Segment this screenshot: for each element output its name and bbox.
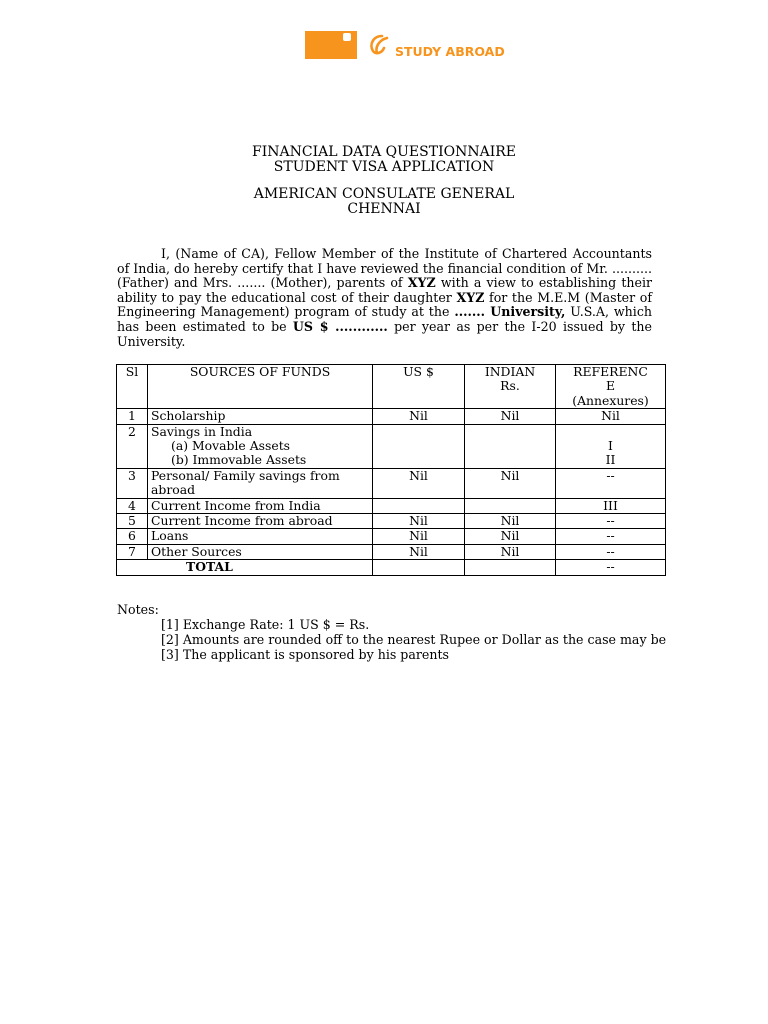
total-reference: -- bbox=[556, 560, 666, 575]
certification-paragraph: I, (Name of CA), Fellow Member of the Institute of Chartered Accountants of India, do hereby certify that I have reviewed the financial condition of Mr. .......... (Father) and Mrs. ....... (Mother), parents of XYZ with a view to establishing their ability to pay the educational cost of their daughter XYZ for the M.E.M (Master of Engineering Management) program of study at the ....... University, U.S.A, which has been estimated to be US $ ............ per year as per the I-20 issued by the University. bbox=[117, 246, 653, 349]
total-label: TOTAL bbox=[117, 560, 373, 575]
sources-of-funds-table bbox=[116, 364, 666, 576]
table-row: 6 Loans Nil Nil -- bbox=[117, 529, 666, 544]
table-total-row bbox=[117, 560, 666, 575]
note-item: [1] Exchange Rate: 1 US $ = Rs. bbox=[161, 617, 370, 632]
logo-swirl-icon bbox=[367, 33, 389, 57]
document-subtitle bbox=[0, 187, 768, 217]
table-row: 2 Savings in India (a) Movable Assets (b) Immovable Assets I II bbox=[117, 424, 666, 468]
note-item: [3] The applicant is sponsored by his parents bbox=[161, 647, 449, 662]
title-line-1: FINANCIAL DATA QUESTIONNAIRE bbox=[252, 144, 516, 160]
notes-title: Notes: bbox=[117, 602, 159, 617]
logo-block bbox=[305, 31, 357, 59]
subtitle-line-2: CHENNAI bbox=[347, 201, 421, 217]
table-row: 7 Other Sources Nil Nil -- bbox=[117, 544, 666, 559]
table-row: 1 Scholarship Nil Nil Nil bbox=[117, 409, 666, 424]
header-indian: INDIAN Rs. bbox=[465, 365, 556, 409]
note-item: [2] Amounts are rounded off to the nearest Rupee or Dollar as the case may be bbox=[161, 632, 667, 647]
header-sources: SOURCES OF FUNDS bbox=[148, 365, 373, 409]
logo-text: STUDY ABROAD bbox=[395, 43, 505, 59]
document-title bbox=[0, 145, 768, 175]
table-row: 5 Current Income from abroad Nil Nil -- bbox=[117, 514, 666, 529]
subtitle-line-1: AMERICAN CONSULATE GENERAL bbox=[253, 186, 515, 202]
header-reference: REFERENC E (Annexures) bbox=[556, 365, 666, 409]
table-row: 3 Personal/ Family savings from abroad Nil Nil -- bbox=[117, 468, 666, 498]
brand-logo bbox=[305, 30, 505, 60]
notes-section bbox=[117, 602, 666, 662]
title-line-2: STUDENT VISA APPLICATION bbox=[273, 159, 495, 175]
table-row: 4 Current Income from India III bbox=[117, 498, 666, 513]
header-us: US $ bbox=[373, 365, 465, 409]
table-header-row bbox=[117, 365, 666, 409]
header-sl: Sl bbox=[117, 365, 148, 409]
